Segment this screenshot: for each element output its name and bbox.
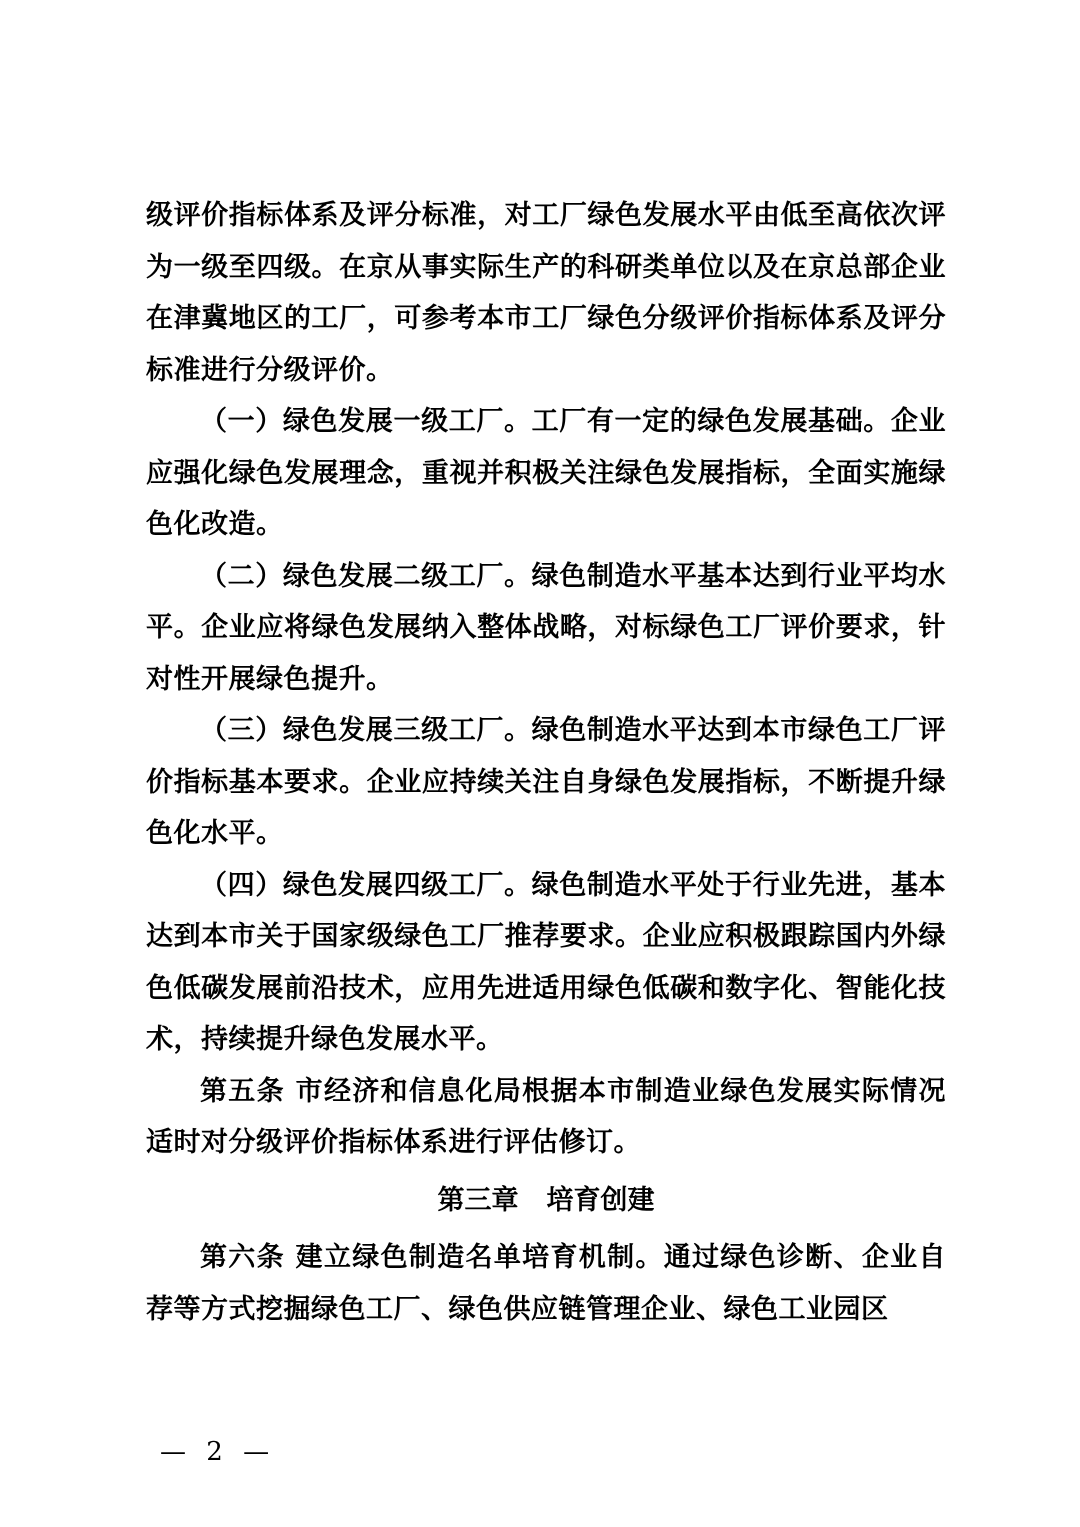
paragraph-continued-grading: 级评价指标体系及评分标准，对工厂绿色发展水平由低至高依次评为一级至四级。在京从事实际生产的科研类单位以及在京总部企业在津冀地区的工厂，可参考本市工厂绿色分级评价指标体系及评分标准进行分级评价。 [146,200,946,386]
page-number: — 2 — [160,1437,276,1467]
paragraph-level-two: （二）绿色发展二级工厂。绿色制造水平基本达到行业平均水平。企业应将绿色发展纳入整体战略，对标绿色工厂评价要求，针对性开展绿色提升。 [146,560,946,695]
paragraph-level-one: （一）绿色发展一级工厂。工厂有一定的绿色发展基础。企业应强化绿色发展理念，重视并积极关注绿色发展指标，全面实施绿色化改造。 [146,406,946,540]
paragraph-article-five: 第五条 市经济和信息化局根据本市制造业绿色发展实际情况适时对分级评价指标体系进行评估修订。 [146,1075,946,1158]
paragraph-article-six: 第六条 建立绿色制造名单培育机制。通过绿色诊断、企业自荐等方式挖掘绿色工厂、绿色供应链管理企业、绿色工业园区 [146,1242,946,1325]
document-body [146,190,946,1335]
chapter-number: 第三章 [437,1184,519,1216]
paragraph-level-four: （四）绿色发展四级工厂。绿色制造水平处于行业先进，基本达到本市关于国家级绿色工厂推荐要求。企业应积极跟踪国内外绿色低碳发展前沿技术，应用先进适用绿色低碳和数字化、智能化技术，持续提升绿色发展水平。 [146,869,946,1055]
chapter-heading [146,1169,946,1233]
chapter-title: 培育创建 [546,1184,655,1216]
paragraph-level-three: （三）绿色发展三级工厂。绿色制造水平达到本市绿色工厂评价指标基本要求。企业应持续关注自身绿色发展指标，不断提升绿色化水平。 [146,715,946,849]
